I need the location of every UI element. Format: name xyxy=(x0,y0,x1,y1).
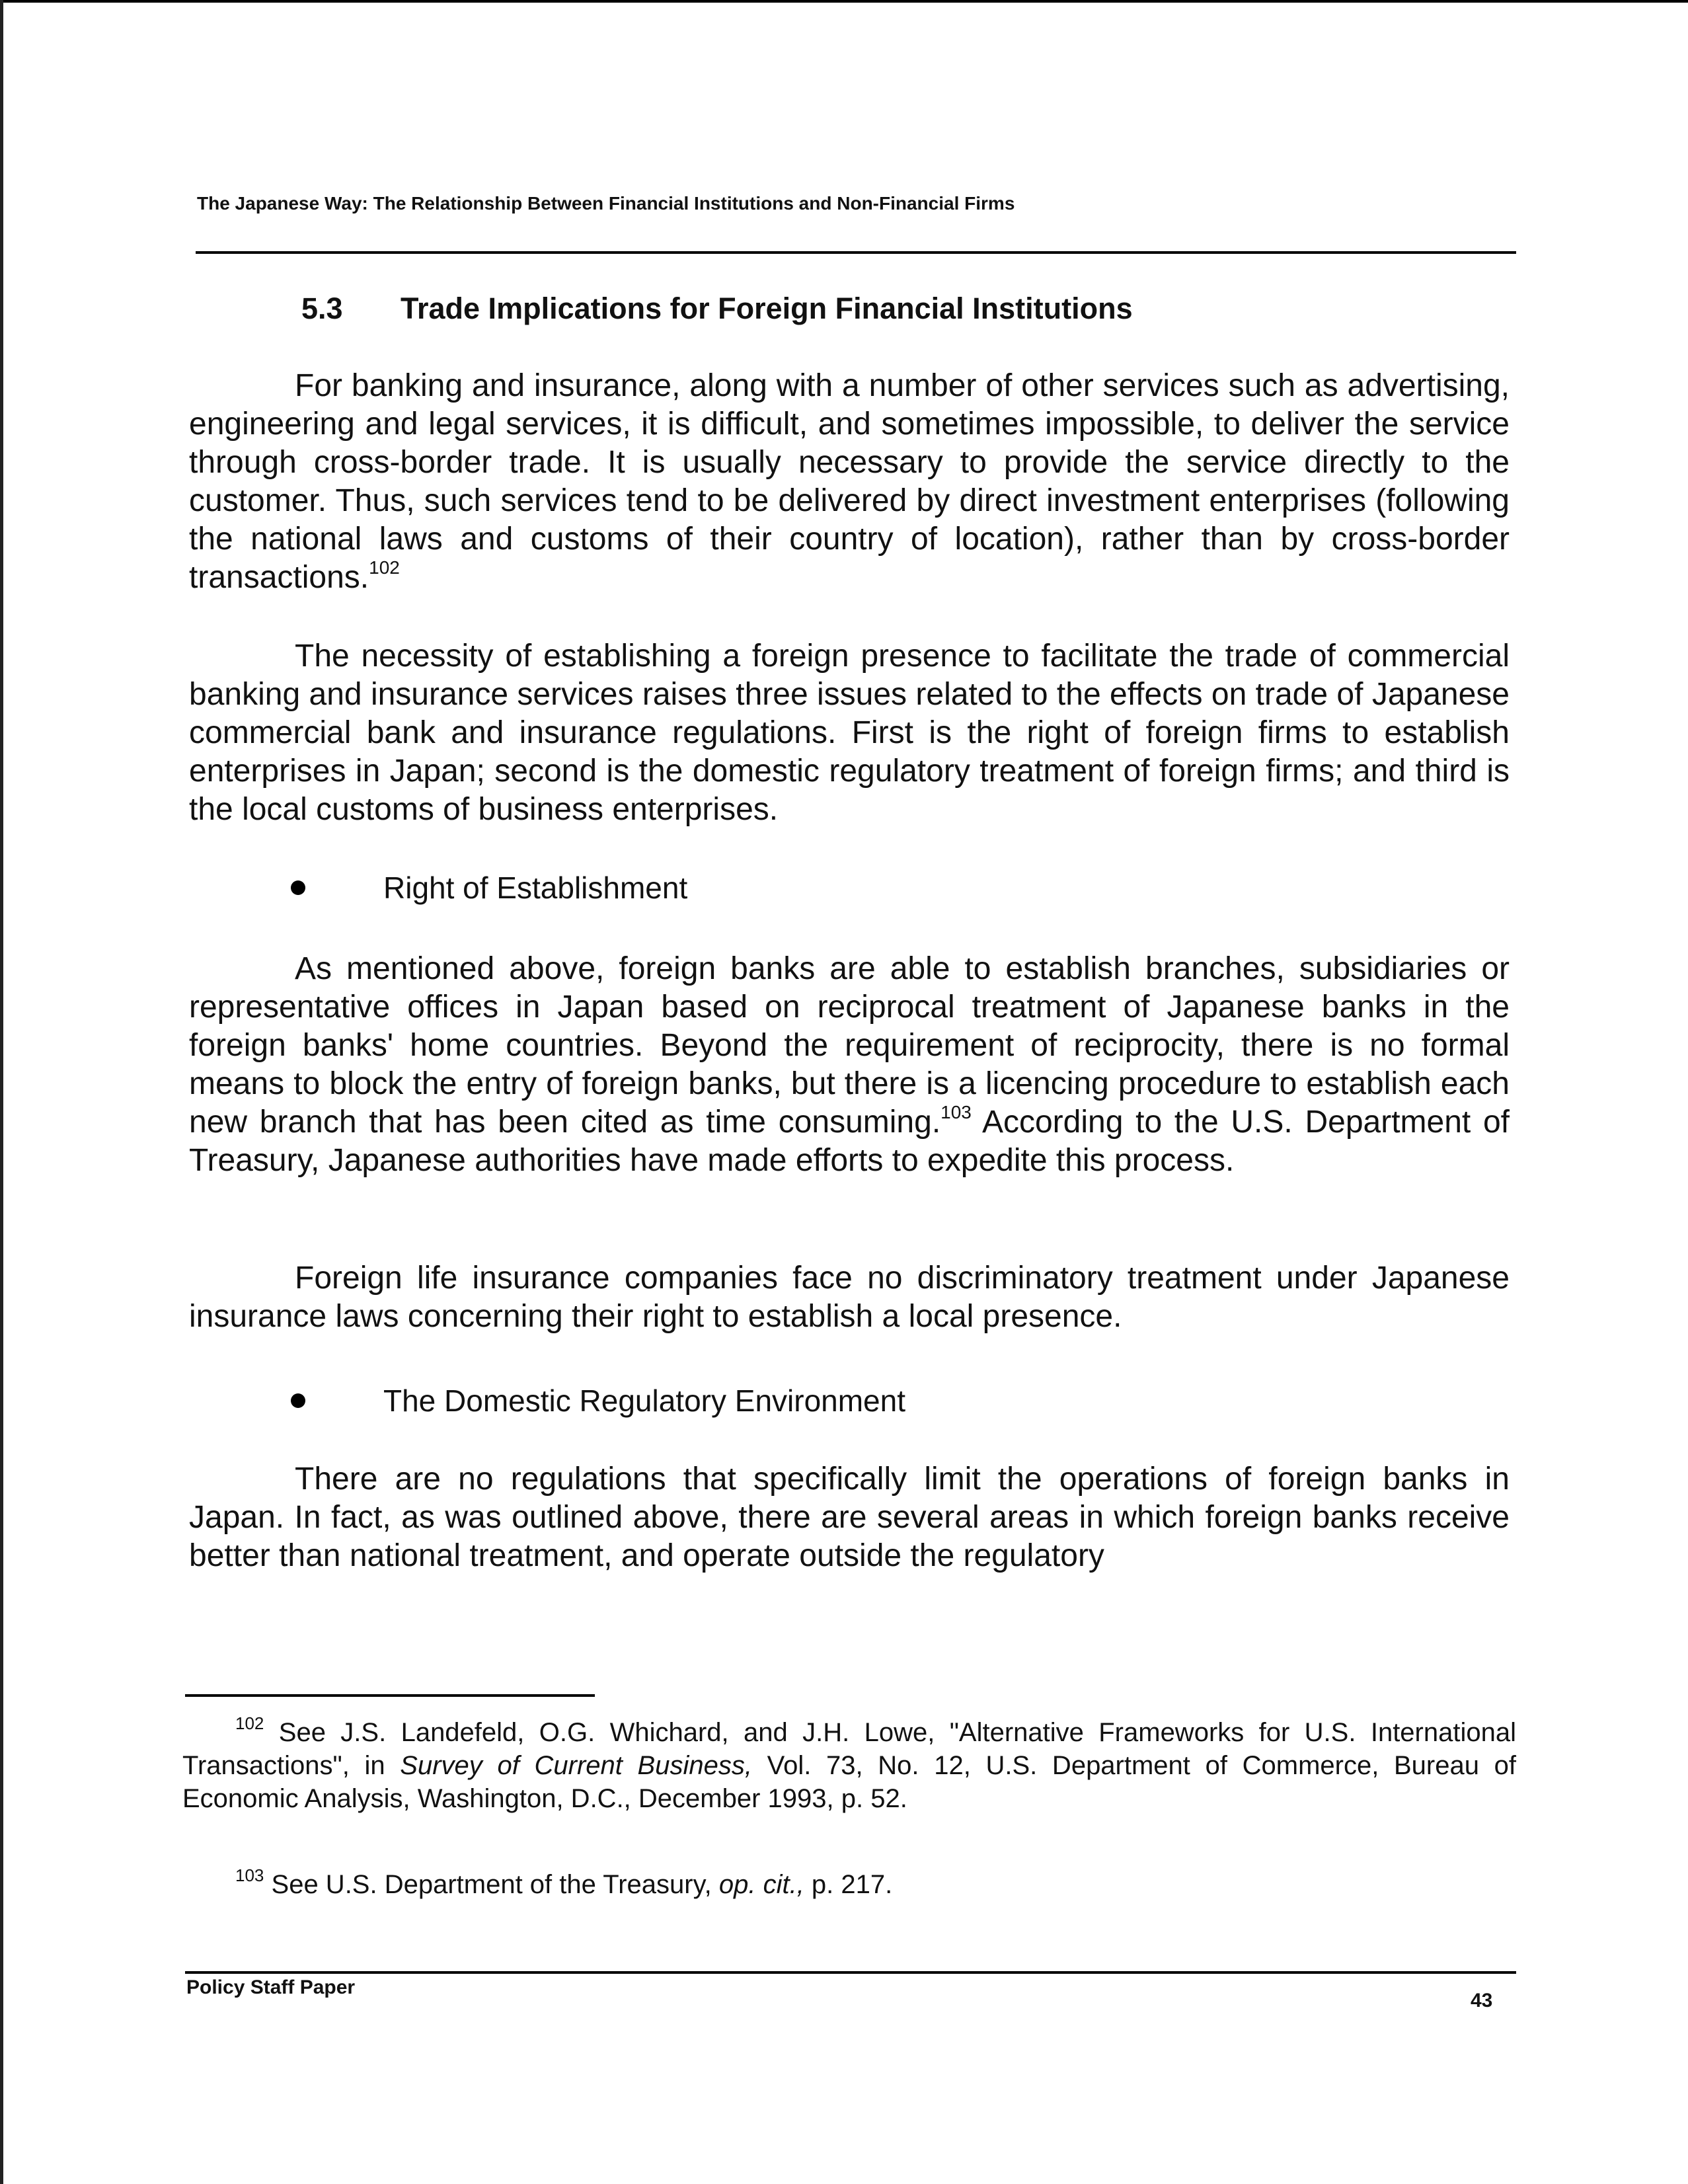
footnote-italic: op. cit., xyxy=(718,1870,804,1899)
section-heading xyxy=(301,292,1511,326)
paragraph-services-delivery xyxy=(189,367,1510,597)
footer-publication: Policy Staff Paper xyxy=(186,1976,356,1998)
paragraph-text: There are no regulations that specifically limit the operations of foreign banks in Japan. In fact, as was outlined above, there are several areas in which foreign banks receive better than national treatment, and operate outside the regulatory xyxy=(189,1462,1510,1573)
footnote-text-continued: Vol. 73, No. 12, U.S. Department of Commerce, Bureau of Economic Analysis, Washington, D.C., December 1993, p. 52. xyxy=(182,1751,1516,1813)
footer-rule xyxy=(185,1971,1516,1974)
bullet-label: The Domestic Regulatory Environment xyxy=(383,1384,905,1418)
page-number: 43 xyxy=(1471,1990,1493,2011)
footnote-103 xyxy=(182,1865,1516,1901)
bullet-label: Right of Establishment xyxy=(383,871,688,905)
footnote-number: 103 xyxy=(235,1865,264,1885)
footnote-number: 102 xyxy=(235,1713,264,1733)
running-head: The Japanese Way: The Relationship Between Financial Institutions and Non-Financial Firms xyxy=(197,193,1015,214)
footnote-ref-102: 102 xyxy=(369,557,400,578)
bullet-dot-icon xyxy=(291,880,305,895)
bullet-domestic-regulatory xyxy=(291,1383,905,1419)
paragraph-foreign-presence xyxy=(189,637,1510,829)
header-rule xyxy=(196,251,1516,254)
scan-left-edge xyxy=(0,0,3,2184)
paragraph-text: The necessity of establishing a foreign presence to facilitate the trade of commercial banking and insurance services raises three issues related to the effects on trade of Japanese commercial bank and insurance regulations. First is the right of foreign firms to establish enterprises in Japan; second is the domestic regulatory treatment of foreign firms; and third is the local customs of business enterprises. xyxy=(189,639,1510,827)
footnote-text: See J.S. Landefeld, O.G. Whichard, and J.H. Lowe, "Alternative Frameworks for U.S. International Transactions", in xyxy=(182,1718,1516,1780)
footnote-text: See U.S. Department of the Treasury, xyxy=(271,1870,719,1899)
section-number: 5.3 xyxy=(301,292,343,325)
bullet-right-of-establishment xyxy=(291,870,687,906)
footnote-separator xyxy=(185,1694,595,1697)
paragraph-text-continued: According to the U.S. Department of Treasury, Japanese authorities have made efforts to expedite this process. xyxy=(189,1105,1510,1178)
paragraph-no-regulations xyxy=(189,1460,1510,1575)
paragraph-text: Foreign life insurance companies face no discriminatory treatment under Japanese insurance laws concerning their right to establish a local presence. xyxy=(189,1261,1510,1334)
footnote-title-italic: Survey of Current Business, xyxy=(400,1751,752,1780)
paragraph-text: For banking and insurance, along with a number of other services such as advertising, engineering and legal services, it is difficult, and sometimes impossible, to deliver the service through cross-border trade. It is usually necessary to provide the service directly to the customer. Thus, such services tend to be delivered by direct investment enterprises (following the national laws and customs of their country of location), rather than by cross-border transactions. xyxy=(189,368,1510,595)
page-top-border xyxy=(0,0,1688,3)
footnote-ref-103: 103 xyxy=(940,1102,972,1122)
footnote-text-continued: p. 217. xyxy=(804,1870,893,1899)
paragraph-life-insurance xyxy=(189,1259,1510,1336)
bullet-dot-icon xyxy=(291,1393,305,1408)
section-title: Trade Implications for Foreign Financial Institutions xyxy=(401,292,1133,325)
paragraph-text: As mentioned above, foreign banks are able to establish branches, subsidiaries or representative offices in Japan based on reciprocal treatment of Japanese banks in the foreign banks' home countries. Beyond the requirement of reciprocity, there is no formal means to block the entry of foreign banks, but there is a licencing procedure to establish each new branch that has been cited as time consuming. xyxy=(189,951,1510,1140)
footnote-102 xyxy=(182,1713,1516,1815)
paragraph-foreign-banks xyxy=(189,950,1510,1180)
